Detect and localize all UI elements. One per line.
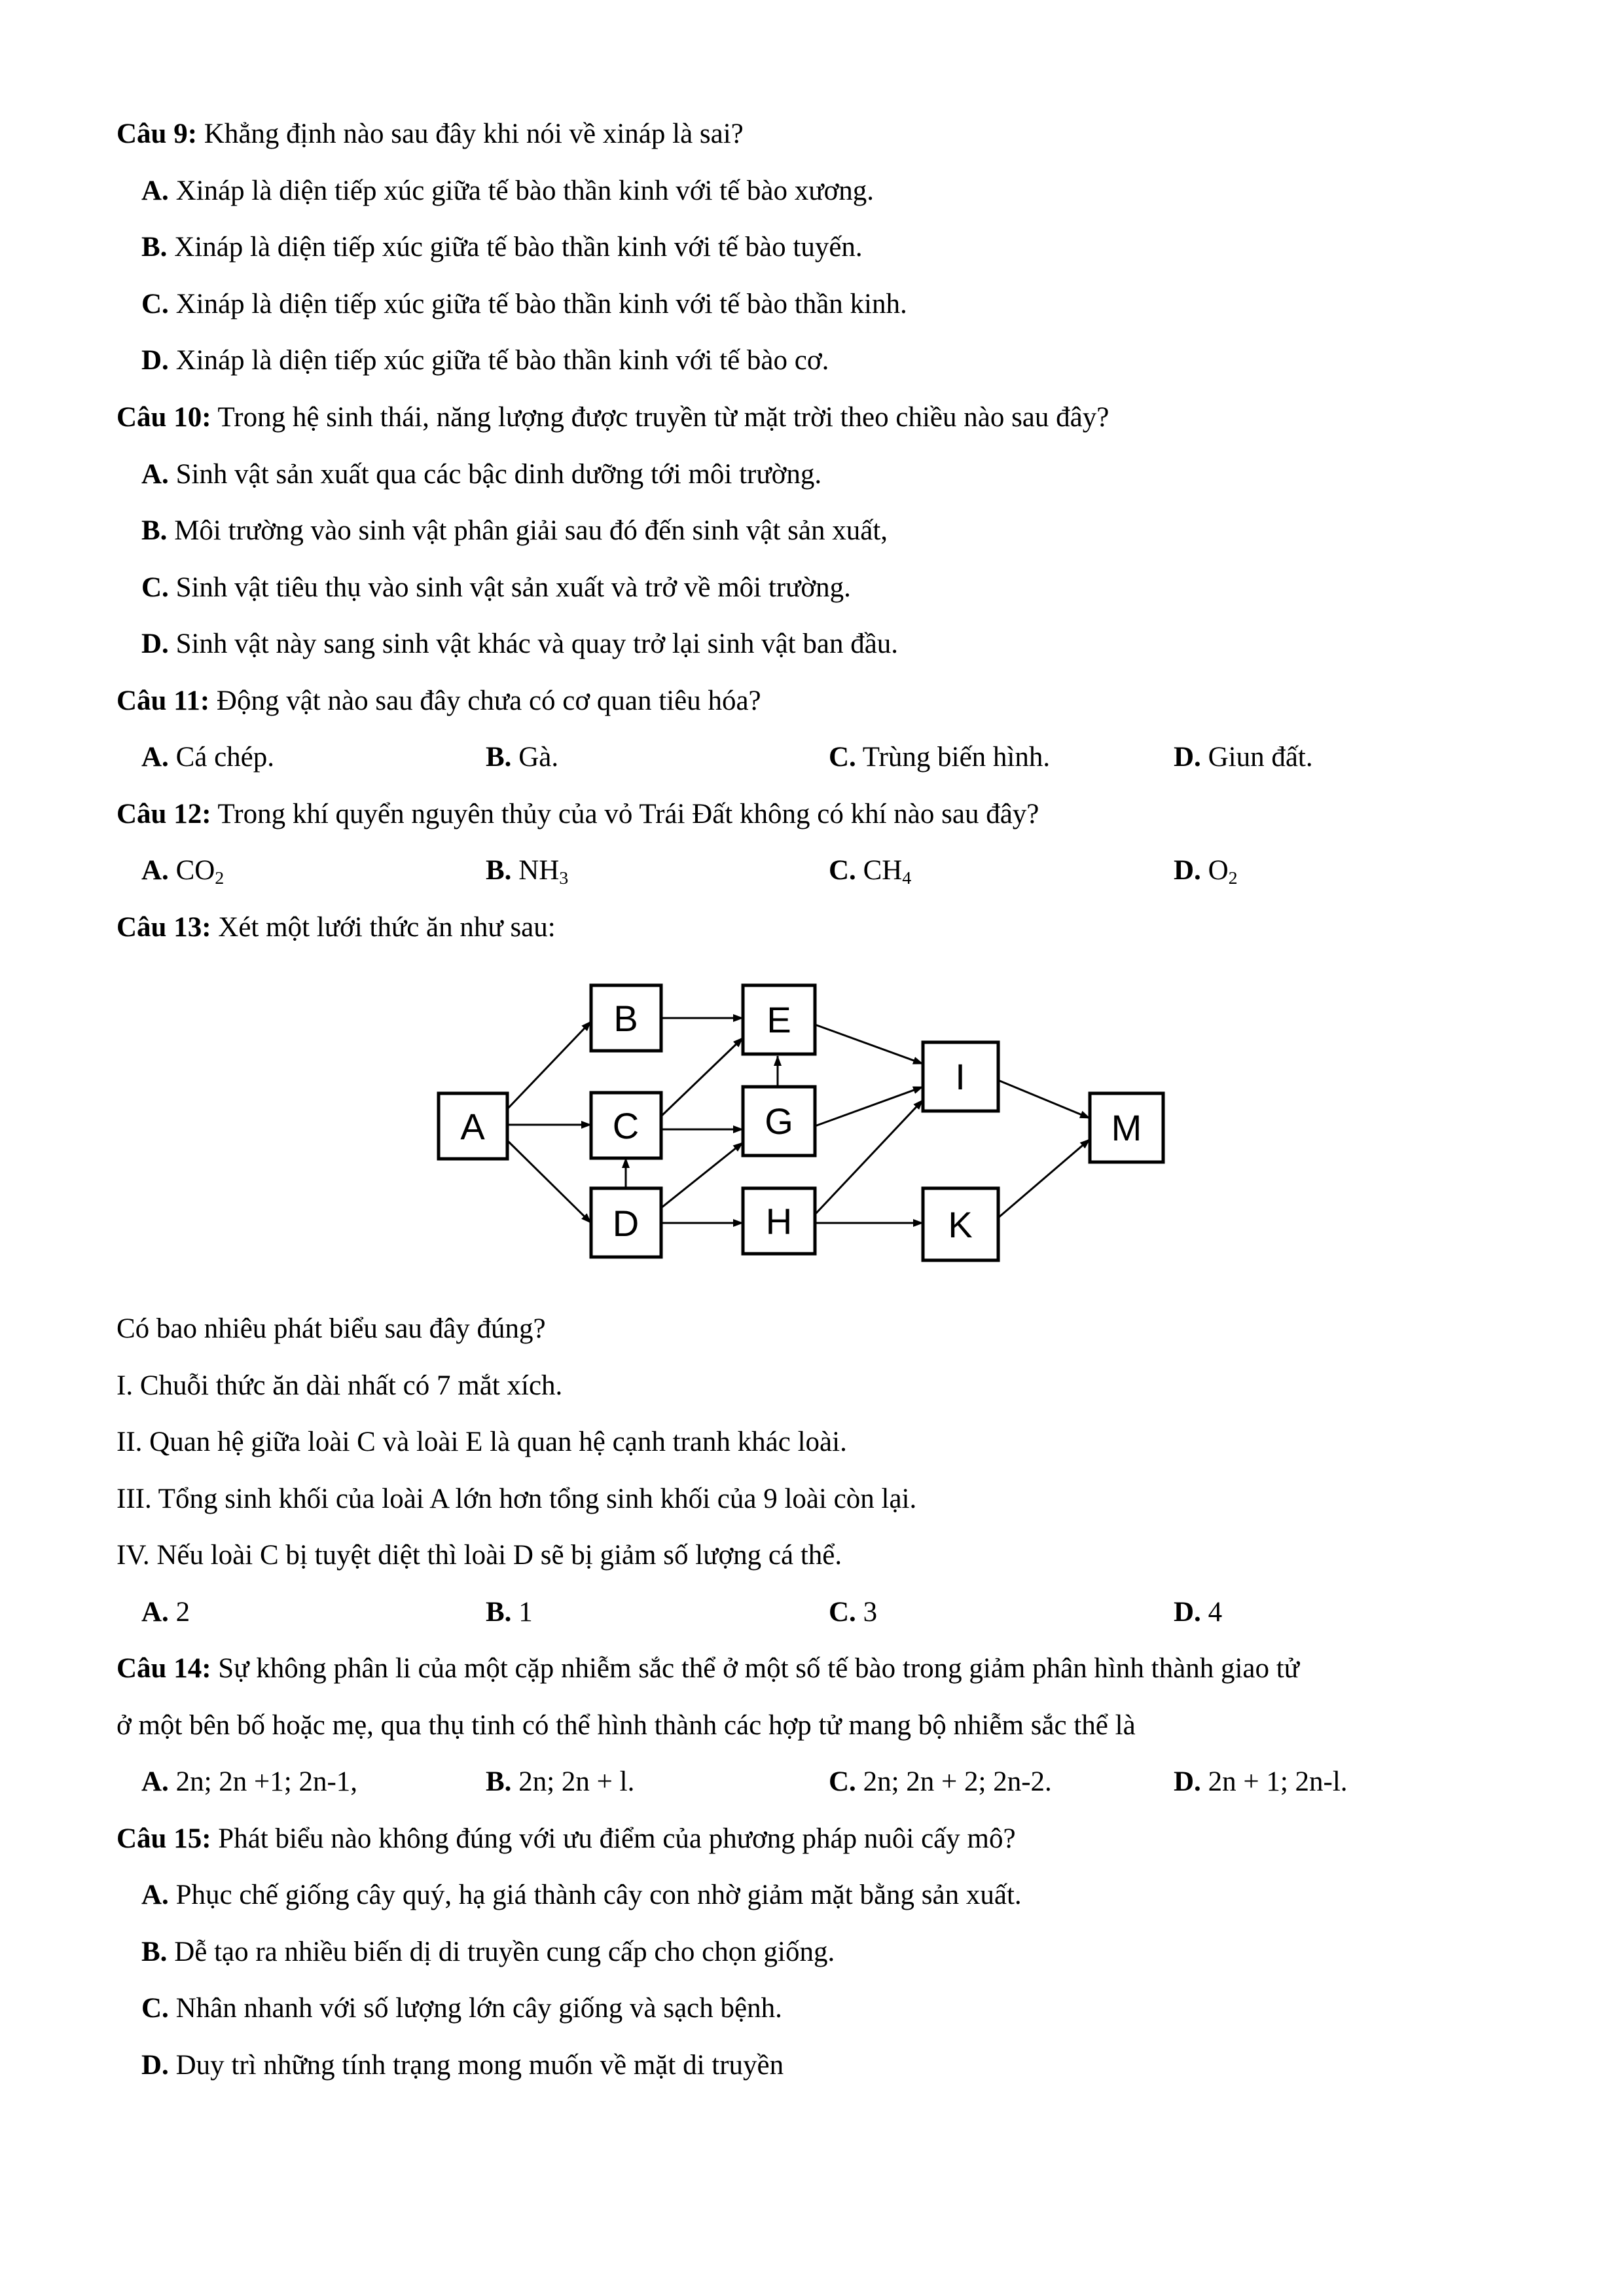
option-letter: C. (141, 289, 169, 319)
question-number: Câu 13: (117, 912, 211, 943)
statement-2: II. Quan hệ giữa loài C và loài E là quan hệ cạnh tranh khác loài. (117, 1427, 847, 1457)
question-14-cont: ở một bên bố hoặc mẹ, qua thụ tinh có thể hình thành các hợp tử mang bộ nhiễm sắc thể là (117, 1710, 1136, 1741)
option-letter: D. (1174, 855, 1201, 886)
arrow-c-e (661, 1038, 743, 1116)
question-text: Phát biểu nào không đúng với ưu điểm của phương pháp nuôi cấy mô? (218, 1823, 1016, 1854)
arrow-a-d (507, 1140, 591, 1223)
option-14d (1174, 1764, 1348, 1800)
option-letter: C. (829, 1766, 856, 1797)
option-15d (141, 2047, 784, 2084)
option-text: CO (175, 855, 215, 886)
option-letter: D. (1174, 1597, 1201, 1628)
subscript: 3 (559, 867, 569, 888)
question-number: Câu 11: (117, 685, 210, 716)
option-text: Gà. (518, 742, 559, 773)
option-13b (486, 1594, 533, 1631)
option-letter: D. (141, 629, 169, 659)
option-letter: C. (829, 855, 856, 886)
option-text: 2n; 2n + 2; 2n-2. (863, 1766, 1052, 1797)
option-letter: C. (829, 1597, 856, 1628)
option-15a (141, 1877, 1022, 1914)
node-label-a: A (460, 1106, 485, 1147)
option-13c (829, 1594, 877, 1631)
option-13d (1174, 1594, 1222, 1631)
question-text: Trong khí quyển nguyên thủy của vỏ Trái Đất không có khí nào sau đây? (217, 799, 1039, 829)
option-letter: C. (141, 572, 169, 603)
option-letter: B. (141, 232, 168, 263)
option-letter: B. (486, 855, 512, 886)
option-letter: B. (141, 1937, 168, 1967)
node-label-k: K (948, 1204, 973, 1245)
option-letter: D. (141, 345, 169, 376)
option-letter: D. (1174, 1766, 1201, 1797)
statement-3: III. Tổng sinh khối của loài A lớn hơn tổng sinh khối của 9 loài còn lại. (117, 1484, 917, 1514)
option-14b (486, 1764, 634, 1800)
option-text: Sinh vật tiêu thụ vào sinh vật sản xuất và trở về môi trường. (175, 572, 851, 603)
arrow-g-i (815, 1087, 923, 1126)
option-text: Nhân nhanh với số lượng lớn cây giống và sạch bệnh. (175, 1993, 782, 2024)
option-letter: D. (1174, 742, 1201, 773)
question-13-prompt: Có bao nhiêu phát biểu sau đây đúng? (117, 1313, 546, 1344)
question-14 (117, 1650, 1299, 1687)
option-letter: B. (486, 1597, 512, 1628)
option-text: 1 (518, 1597, 533, 1628)
option-text: Trùng biến hình. (862, 742, 1051, 773)
option-letter: B. (486, 1766, 512, 1797)
option-text: Xináp là diện tiếp xúc giữa tế bào thần kinh với tế bào xương. (175, 175, 875, 206)
option-14a (141, 1764, 357, 1800)
option-15c (141, 1990, 782, 2027)
option-14c (829, 1764, 1052, 1800)
option-text: 2n; 2n + l. (518, 1766, 635, 1797)
option-text: 2n + 1; 2n-l. (1208, 1766, 1348, 1797)
subscript: 2 (1228, 867, 1238, 888)
node-label-b: B (613, 998, 638, 1039)
arrow-d-g (661, 1142, 743, 1208)
node-label-g: G (765, 1101, 793, 1142)
arrow-e-i (815, 1025, 923, 1064)
option-text: 2 (175, 1597, 190, 1628)
option-letter: B. (486, 742, 512, 773)
option-text: Xináp là diện tiếp xúc giữa tế bào thần kinh với tế bào tuyến. (174, 232, 863, 263)
question-text: Động vật nào sau đây chưa có cơ quan tiêu hóa? (216, 685, 761, 716)
option-text: 3 (863, 1597, 878, 1628)
question-number: Câu 10: (117, 402, 211, 433)
question-number: Câu 14: (117, 1653, 211, 1684)
option-letter: A. (141, 1766, 169, 1797)
option-text: NH (518, 855, 560, 886)
option-letter: B. (141, 515, 168, 546)
option-letter: C. (829, 742, 856, 773)
question-text: Xét một lưới thức ăn như sau: (218, 912, 556, 943)
statement-1: I. Chuỗi thức ăn dài nhất có 7 mắt xích. (117, 1370, 563, 1401)
arrow-k-m (998, 1139, 1090, 1218)
question-text: Khẳng định nào sau đây khi nói về xináp là sai? (204, 118, 744, 149)
node-label-e: E (767, 999, 791, 1040)
node-label-i: I (955, 1056, 965, 1097)
option-text: Sinh vật này sang sinh vật khác và quay trở lại sinh vật ban đầu. (175, 629, 899, 659)
node-label-m: M (1111, 1107, 1142, 1148)
option-text: Xináp là diện tiếp xúc giữa tế bào thần kinh với tế bào thần kinh. (175, 289, 907, 319)
subscript: 2 (215, 867, 225, 888)
question-number: Câu 9: (117, 118, 198, 149)
question-text: Trong hệ sinh thái, năng lượng được truyền từ mặt trời theo chiều nào sau đây? (217, 402, 1110, 433)
option-text: Dễ tạo ra nhiều biến dị di truyền cung cấp cho chọn giống. (174, 1937, 835, 1967)
arrow-a-b (507, 1021, 591, 1109)
option-text: Phục chế giống cây quý, hạ giá thành cây con nhờ giảm mặt bằng sản xuất. (175, 1880, 1022, 1910)
option-text: Môi trường vào sinh vật phân giải sau đó đến sinh vật sản xuất, (174, 515, 888, 546)
option-text: Cá chép. (175, 742, 274, 773)
option-letter: D. (141, 2050, 169, 2081)
option-letter: A. (141, 1880, 169, 1910)
food-web-nodes (439, 985, 1163, 1260)
statement-4: IV. Nếu loài C bị tuyệt diệt thì loài D sẽ bị giảm số lượng cá thể. (117, 1540, 842, 1571)
option-letter: A. (141, 1597, 169, 1628)
option-text: Xináp là diện tiếp xúc giữa tế bào thần kinh với tế bào cơ. (175, 345, 829, 376)
question-number: Câu 12: (117, 799, 211, 829)
arrow-h-i (815, 1100, 923, 1214)
option-text: 2n; 2n +1; 2n-1, (175, 1766, 358, 1797)
option-letter: C. (141, 1993, 169, 2024)
node-label-c: C (612, 1105, 640, 1146)
node-label-h: H (765, 1201, 793, 1242)
option-15b (141, 1934, 835, 1971)
option-text: Giun đất. (1208, 742, 1313, 773)
question-text: Sự không phân li của một cặp nhiễm sắc thể ở một số tế bào trong giảm phân hình thành giao tử (218, 1653, 1299, 1684)
subscript: 4 (902, 867, 912, 888)
option-letter: A. (141, 175, 169, 206)
option-letter: A. (141, 459, 169, 490)
node-label-d: D (612, 1203, 640, 1244)
question-number: Câu 15: (117, 1823, 211, 1854)
option-text: Duy trì những tính trạng mong muốn về mặt di truyền (175, 2050, 784, 2081)
question-15 (117, 1821, 1016, 1857)
option-letter: A. (141, 742, 169, 773)
option-text: CH (863, 855, 903, 886)
option-text: O (1208, 855, 1229, 886)
option-13a (141, 1594, 190, 1631)
arrow-i-m (998, 1080, 1090, 1118)
option-text: Sinh vật sản xuất qua các bậc dinh dưỡng tới môi trường. (175, 459, 822, 490)
option-text: 4 (1208, 1597, 1223, 1628)
option-letter: A. (141, 855, 169, 886)
